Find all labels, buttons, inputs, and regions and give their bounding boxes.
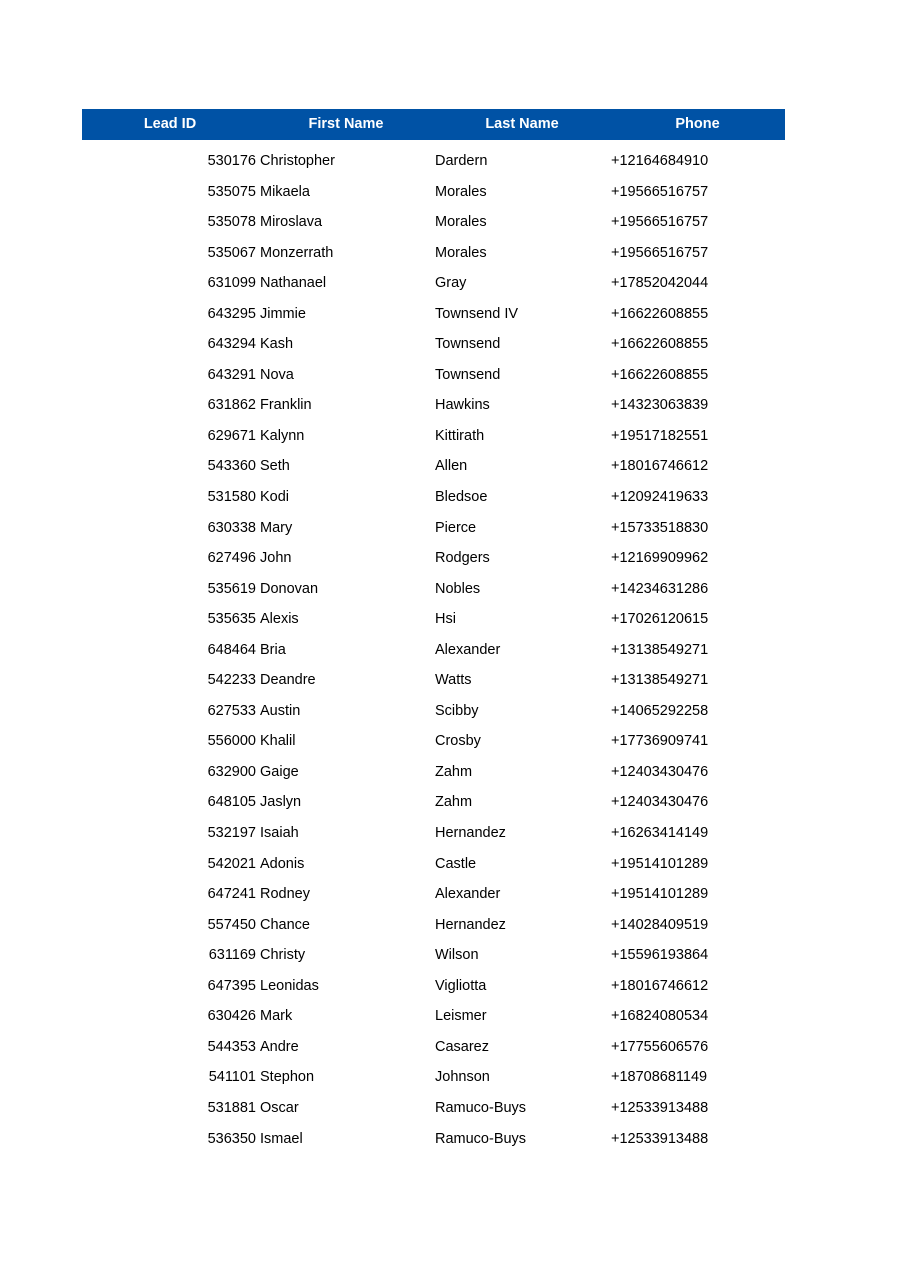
last-name-cell: Morales <box>435 244 487 261</box>
lead-id-cell: 535067 <box>207 244 256 261</box>
first-name-cell: Leonidas <box>260 977 319 994</box>
phone-cell: +19566516757 <box>611 214 709 231</box>
table-row <box>82 940 785 971</box>
lead-id-cell: 542233 <box>207 672 256 689</box>
phone-cell: +14065292258 <box>611 702 709 719</box>
phone-cell: +14028409519 <box>611 916 709 933</box>
table-row <box>82 910 785 941</box>
last-name-cell: Wilson <box>435 947 479 964</box>
lead-id-cell: 531580 <box>207 489 256 506</box>
phone-cell: +12533913488 <box>611 1130 709 1147</box>
phone-cell: +16622608855 <box>611 366 709 383</box>
first-name-cell: Jaslyn <box>260 794 302 811</box>
last-name-cell: Johnson <box>435 1069 490 1086</box>
lead-id-cell: 643294 <box>207 336 256 353</box>
table-body <box>82 146 785 1154</box>
phone-cell: +12533913488 <box>611 1099 709 1116</box>
first-name-cell: Stephon <box>260 1069 315 1086</box>
first-name-cell: Seth <box>260 458 290 475</box>
last-name-cell: Casarez <box>435 1038 489 1055</box>
last-name-cell: Hawkins <box>435 397 490 414</box>
table-row <box>82 299 785 330</box>
last-name-cell: Hernandez <box>435 916 506 933</box>
phone-cell: +19514101289 <box>611 855 709 872</box>
last-name-cell: Crosby <box>435 733 481 750</box>
lead-id-cell: 535635 <box>207 611 256 628</box>
lead-id-cell: 647395 <box>207 977 256 994</box>
last-name-cell: Allen <box>435 458 468 475</box>
table-row <box>82 971 785 1002</box>
lead-id-cell: 631862 <box>207 397 256 414</box>
table-row <box>82 482 785 513</box>
first-name-cell: Mark <box>260 1008 293 1025</box>
first-name-cell: Kodi <box>260 489 290 506</box>
table-row <box>82 390 785 421</box>
table-row <box>82 604 785 635</box>
lead-id-cell: 647241 <box>207 886 256 903</box>
lead-id-cell: 627496 <box>207 550 256 567</box>
first-name-cell: Isaiah <box>260 825 299 842</box>
last-name-cell: Pierce <box>435 519 477 536</box>
last-name-cell: Dardern <box>435 153 488 169</box>
phone-cell: +19517182551 <box>611 427 709 444</box>
first-name-cell: Rodney <box>260 886 310 903</box>
lead-id-cell: 544353 <box>207 1038 256 1055</box>
phone-cell: +14323063839 <box>611 397 709 414</box>
phone-cell: +18016746612 <box>611 458 709 475</box>
first-name-cell: Mikaela <box>260 183 310 200</box>
first-name-cell: Chance <box>260 916 310 933</box>
lead-id-cell: 541101 <box>208 1069 256 1086</box>
table-row <box>82 238 785 269</box>
phone-cell: +18708681149 <box>611 1069 708 1086</box>
phone-cell: +14234631286 <box>611 580 709 597</box>
last-name-cell: Ramuco-Buys <box>435 1130 527 1147</box>
lead-id-cell: 535078 <box>207 214 256 231</box>
lead-id-cell: 648105 <box>207 794 256 811</box>
table-row <box>82 451 785 482</box>
first-name-cell: Austin <box>260 702 301 719</box>
table-row <box>82 1001 785 1032</box>
phone-cell: +13138549271 <box>611 641 709 658</box>
first-name-cell: Franklin <box>260 397 312 414</box>
column-header-lead-id: Lead ID <box>143 116 197 132</box>
table-row <box>82 513 785 544</box>
last-name-cell: Bledsoe <box>435 489 488 506</box>
first-name-cell: Andre <box>260 1038 299 1055</box>
last-name-cell: Alexander <box>435 886 501 903</box>
column-header-phone: Phone <box>675 116 720 132</box>
phone-cell: +12092419633 <box>611 489 709 506</box>
lead-id-cell: 536350 <box>207 1130 256 1147</box>
phone-cell: +16263414149 <box>611 825 709 842</box>
lead-id-cell: 630338 <box>207 519 256 536</box>
table-row <box>82 879 785 910</box>
table-row <box>82 207 785 238</box>
phone-cell: +19566516757 <box>611 244 709 261</box>
last-name-cell: Castle <box>435 855 477 872</box>
table-row <box>82 360 785 391</box>
last-name-cell: Vigliotta <box>435 977 487 994</box>
first-name-cell: Nathanael <box>260 275 327 292</box>
column-header-first-name: First Name <box>308 116 384 132</box>
first-name-cell: Mary <box>260 519 293 536</box>
phone-cell: +19566516757 <box>611 183 709 200</box>
first-name-cell: Bria <box>260 641 286 658</box>
table-row <box>82 696 785 727</box>
lead-id-cell: 543360 <box>207 458 256 475</box>
last-name-cell: Hernandez <box>435 825 506 842</box>
last-name-cell: Kittirath <box>435 427 485 444</box>
last-name-cell: Watts <box>435 672 472 689</box>
last-name-cell: Scibby <box>435 702 479 719</box>
last-name-cell: Zahm <box>435 794 473 811</box>
lead-id-cell: 648464 <box>207 641 256 658</box>
phone-cell: +17026120615 <box>611 611 709 628</box>
first-name-cell: Monzerrath <box>260 244 334 261</box>
first-name-cell: Nova <box>260 366 294 383</box>
column-header-last-name: Last Name <box>485 116 559 132</box>
last-name-cell: Morales <box>435 214 487 231</box>
last-name-cell: Hsi <box>435 611 456 628</box>
lead-id-cell: 627533 <box>207 702 256 719</box>
table-row <box>82 726 785 757</box>
first-name-cell: Adonis <box>260 855 305 872</box>
last-name-cell: Townsend <box>435 366 501 383</box>
lead-id-cell: 532197 <box>207 825 256 842</box>
first-name-cell: Miroslava <box>260 214 323 231</box>
phone-cell: +16622608855 <box>611 336 709 353</box>
phone-cell: +13138549271 <box>611 672 709 689</box>
phone-cell: +12403430476 <box>611 794 709 811</box>
table-header-row <box>82 109 785 140</box>
first-name-cell: Oscar <box>260 1099 299 1116</box>
phone-cell: +18016746612 <box>611 977 709 994</box>
last-name-cell: Rodgers <box>435 550 490 567</box>
lead-id-cell: 557450 <box>207 916 256 933</box>
last-name-cell: Zahm <box>435 763 473 780</box>
phone-cell: +15733518830 <box>611 519 709 536</box>
lead-id-cell: 631169 <box>208 947 256 964</box>
phone-cell: +17852042044 <box>611 275 709 292</box>
last-name-cell: Alexander <box>435 641 501 658</box>
lead-id-cell: 643291 <box>207 366 256 383</box>
table-row <box>82 787 785 818</box>
lead-id-cell: 631099 <box>207 275 256 292</box>
first-name-cell: Christopher <box>260 153 335 169</box>
lead-id-cell: 556000 <box>207 733 256 750</box>
first-name-cell: Kash <box>260 336 294 353</box>
table-row <box>82 268 785 299</box>
phone-cell: +16824080534 <box>611 1008 709 1025</box>
table-row <box>82 543 785 574</box>
table-row <box>82 1124 785 1155</box>
phone-cell: +16622608855 <box>611 305 709 322</box>
lead-id-cell: 530176 <box>207 153 256 169</box>
table-row <box>82 146 785 177</box>
last-name-cell: Ramuco-Buys <box>435 1099 527 1116</box>
phone-cell: +17736909741 <box>611 733 709 750</box>
table-row <box>82 635 785 666</box>
last-name-cell: Townsend <box>435 336 501 353</box>
phone-cell: +12164684910 <box>611 153 709 169</box>
lead-id-cell: 535075 <box>207 183 256 200</box>
lead-id-cell: 643295 <box>207 305 256 322</box>
table-row <box>82 1032 785 1063</box>
phone-cell: +19514101289 <box>611 886 709 903</box>
first-name-cell: Jimmie <box>260 305 306 322</box>
leads-table <box>82 109 785 1154</box>
table-row <box>82 849 785 880</box>
phone-cell: +12169909962 <box>611 550 709 567</box>
table-row <box>82 421 785 452</box>
lead-id-cell: 632900 <box>207 763 256 780</box>
first-name-cell: Ismael <box>260 1130 303 1147</box>
lead-id-cell: 531881 <box>207 1099 256 1116</box>
table-row <box>82 1062 785 1093</box>
table-row <box>82 177 785 208</box>
first-name-cell: John <box>260 550 292 567</box>
phone-cell: +12403430476 <box>611 763 709 780</box>
table-row <box>82 818 785 849</box>
first-name-cell: Kalynn <box>260 427 305 444</box>
table-row <box>82 757 785 788</box>
phone-cell: +17755606576 <box>611 1038 709 1055</box>
phone-cell: +15596193864 <box>611 947 709 964</box>
last-name-cell: Townsend IV <box>435 305 519 322</box>
first-name-cell: Gaige <box>260 763 299 780</box>
last-name-cell: Morales <box>435 183 487 200</box>
lead-id-cell: 629671 <box>207 427 256 444</box>
last-name-cell: Nobles <box>435 580 481 597</box>
table-row <box>82 1093 785 1124</box>
first-name-cell: Christy <box>260 947 306 964</box>
table-row <box>82 665 785 696</box>
first-name-cell: Donovan <box>260 580 319 597</box>
first-name-cell: Alexis <box>260 611 299 628</box>
lead-id-cell: 630426 <box>207 1008 256 1025</box>
table-row <box>82 574 785 605</box>
lead-id-cell: 542021 <box>207 855 256 872</box>
last-name-cell: Leismer <box>435 1008 487 1025</box>
first-name-cell: Deandre <box>260 672 316 689</box>
table-row <box>82 329 785 360</box>
first-name-cell: Khalil <box>260 733 296 750</box>
last-name-cell: Gray <box>435 275 467 292</box>
lead-id-cell: 535619 <box>207 580 256 597</box>
